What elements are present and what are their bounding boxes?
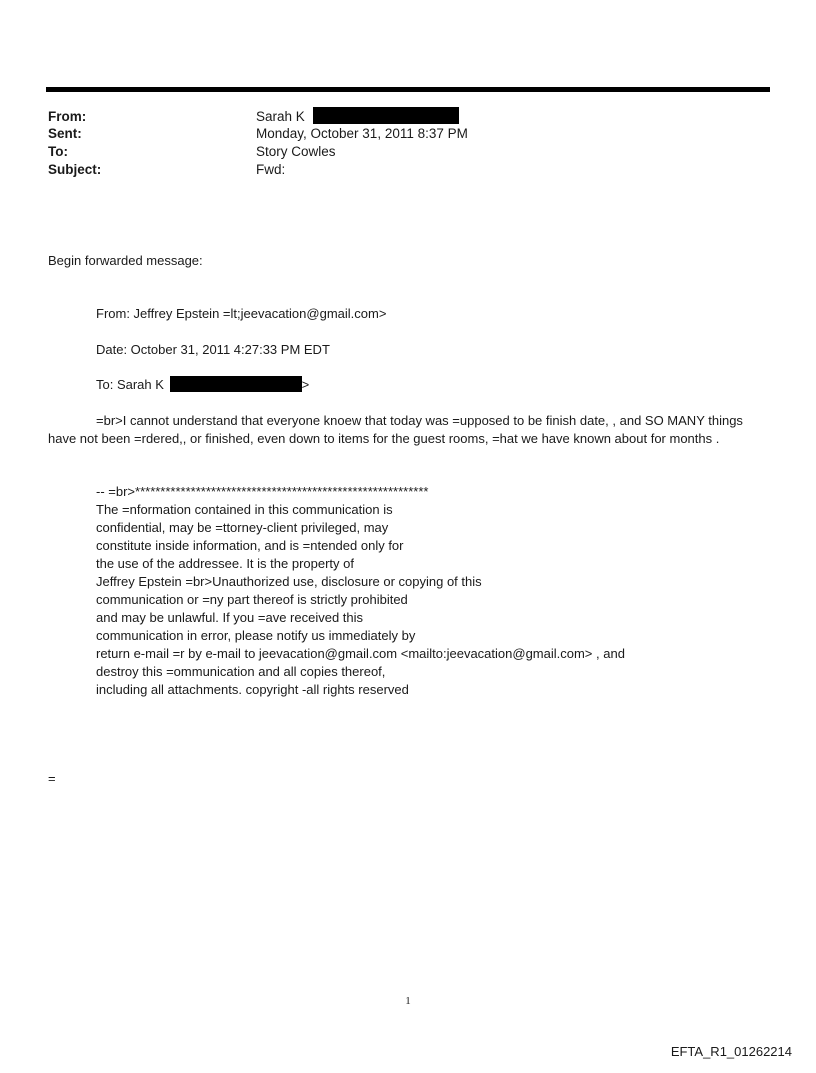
forwarded-date: Date: October 31, 2011 4:27:33 PM EDT — [96, 342, 330, 357]
forwarded-to — [96, 376, 309, 394]
disclaimer-line: constitute inside information, and is =ntended only for — [96, 538, 404, 553]
document-id: EFTA_R1_01262214 — [670, 1044, 792, 1059]
disclaimer — [96, 483, 625, 699]
disclaimer-line: The =nformation contained in this communication is — [96, 502, 393, 517]
redaction-box — [170, 376, 302, 392]
disclaimer-line: confidential, may be =ttorney-client privileged, may — [96, 520, 389, 535]
disclaimer-line: and may be unlawful. If you =ave received this — [96, 610, 364, 625]
message-body: =br>I cannot understand that everyone knoew that today was =upposed to be finish date, , and SO MANY things have not been =rdered,, or finished, even down to items for the guest rooms, =hat we have known about for months . — [48, 413, 743, 446]
from-value: Sarah K — [256, 109, 305, 124]
sent-value: Monday, October 31, 2011 8:37 PM — [256, 126, 468, 141]
disclaimer-line: return e-mail =r by e-mail to jeevacation@gmail.com <mailto:jeevacation@gmail.com> , and — [96, 646, 625, 661]
top-rule — [46, 87, 770, 92]
disclaimer-line: the use of the addressee. It is the property of — [96, 556, 354, 571]
subject-value: Fwd: — [256, 162, 286, 177]
forwarded-to-suffix: > — [301, 377, 310, 392]
disclaimer-line: communication or =ny part thereof is strictly prohibited — [96, 592, 408, 607]
redaction-box — [313, 107, 459, 124]
to-label: To: — [48, 144, 68, 159]
trailing-equals: = — [48, 771, 56, 786]
from-label: From: — [48, 109, 87, 124]
disclaimer-line: Jeffrey Epstein =br>Unauthorized use, disclosure or copying of this — [96, 574, 482, 589]
page-number: 1 — [405, 995, 411, 1007]
disclaimer-line: communication in error, please notify us immediately by — [96, 628, 416, 643]
disclaimer-line: including all attachments. copyright -all rights reserved — [96, 682, 409, 697]
subject-label: Subject: — [48, 162, 102, 177]
to-value: Story Cowles — [256, 144, 336, 159]
disclaimer-line: -- =br>********************************************************** — [96, 484, 429, 499]
disclaimer-line: destroy this =ommunication and all copies thereof, — [96, 664, 386, 679]
forward-intro: Begin forwarded message: — [48, 253, 203, 268]
header-to-row — [48, 143, 336, 161]
sent-label: Sent: — [48, 126, 82, 141]
header-sent-row — [48, 125, 468, 143]
forwarded-from: From: Jeffrey Epstein =lt;jeevacation@gmail.com> — [96, 306, 387, 321]
header-subject-row — [48, 161, 285, 179]
header-from-row — [48, 107, 459, 126]
forwarded-to-prefix: To: Sarah K — [96, 377, 164, 392]
